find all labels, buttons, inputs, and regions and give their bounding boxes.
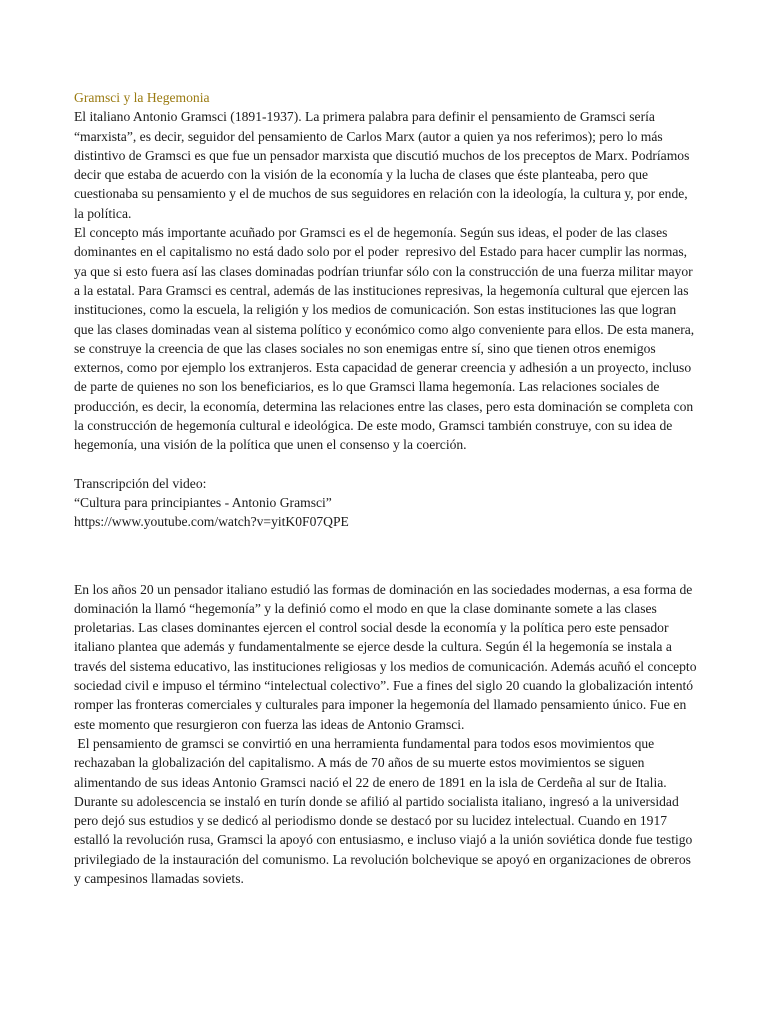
spacer [74,532,698,580]
transcription-label: Transcripción del video: [74,475,207,491]
document-title: Gramsci y la Hegemonia [74,90,210,105]
video-title: “Cultura para principiantes - Antonio Gramsci” [74,494,332,510]
spacer [74,455,698,474]
transcript-paragraph-2: El pensamiento de gramsci se convirtió en una herramienta fundamental para todos esos movimientos que rechazaban la globalización del capitalismo. A más de 70 años de su muerte estos movimientos se siguen alimentando de sus ideas Antonio Gramsci nació el 22 de enero de 1891 en la isla de Cerdeña al sur de Italia. Durante su adolescencia se instaló en turín donde se afilió al partido socialista italiano, ingresó a la universidad pero dejó sus estudios y se dedicó al periodismo donde se destacó por su lucidez intelectual. Cuando en 1917 estalló la revolución rusa, Gramsci la apoyó con entusiasmo, e incluso viajó a la unión soviética donde fue testigo privilegiado de la instauración del comunismo. La revolución bolchevique se apoyó en organizaciones de obreros y campesinos llamadas soviets. [74,735,696,886]
transcript-paragraph-1: En los años 20 un pensador italiano estudió las formas de dominación en las sociedades modernas, a esa forma de dominación la llamó “hegemonía” y la definió como el modo en que la clase dominante somete a las clases proletarias. Las clases dominantes ejercen el control social desde la economía y la política pero este pensador italiano plantea que además y fundamentalmente se ejerce desde la cultura. Según él la hegemonía se instala a través del sistema educativo, las instituciones religiosas y los medios de comunicación. Además acuñó el concepto sociedad civil e impuso el término “intelectual colectivo”. Fue a fines del siglo 20 cuando la globalización intentó romper las fronteras comerciales y culturales para imponer la hegemonía del llamado pensamiento único. Fue en este momento que resurgieron con fuerza las ideas de Antonio Gramsci. [74,581,700,732]
paragraph-intro: El italiano Antonio Gramsci (1891-1937). La primera palabra para definir el pensamiento de Gramsci sería “marxista”, es decir, seguidor del pensamiento de Carlos Marx (autor a quien ya nos referimos); pero lo más distintivo de Gramsci es que fue un pensador marxista que discutió muchos de los preceptos de Marx. Podríamos decir que estaba de acuerdo con la visión de la economía y la lucha de clases que éste planteaba, pero que cuestionaba su pensamiento y el de muchos de sus seguidores en relación con la ideología, la cultura y, por ende, la política. [74,109,693,221]
paragraph-hegemony: El concepto más importante acuñado por Gramsci es el de hegemonía. Según sus ideas, el poder de las clases dominantes en el capitalismo no está dado solo por el poder represivo del Estado para hacer cumplir las normas, ya que si esto fuera así las clases dominadas podrían triunfar sólo con la construcción de una fuerza militar mayor a la estatal. Para Gramsci es central, además de las instituciones represivas, la hegemonía cultural que ejercen las instituciones, como la escuela, la religión y los medios de comunicación. Son estas instituciones las que logran que las clases dominadas vean al sistema político y económico como algo conveniente para ellos. De esta manera, se construye la creencia de que las clases sociales no son enemigas entre sí, sino que tienen otros enemigos externos, como por ejemplo los extranjeros. Esta capacidad de generar creencia y adhesión a un proyecto, incluso de parte de quienes no son los beneficiarios, es lo que Gramsci llama hegemonía. Las relaciones sociales de producción, es decir, la economía, determina las relaciones entre las clases, pero esta dominación se completa con la construcción de hegemonía cultural e ideológica. De este modo, Gramsci también construye, con su idea de hegemonía, una visión de la política que unen el consenso y la coerción. [74,225,698,453]
document-page [74,88,698,888]
video-url: https://www.youtube.com/watch?v=yitK0F07QPE [74,514,349,530]
